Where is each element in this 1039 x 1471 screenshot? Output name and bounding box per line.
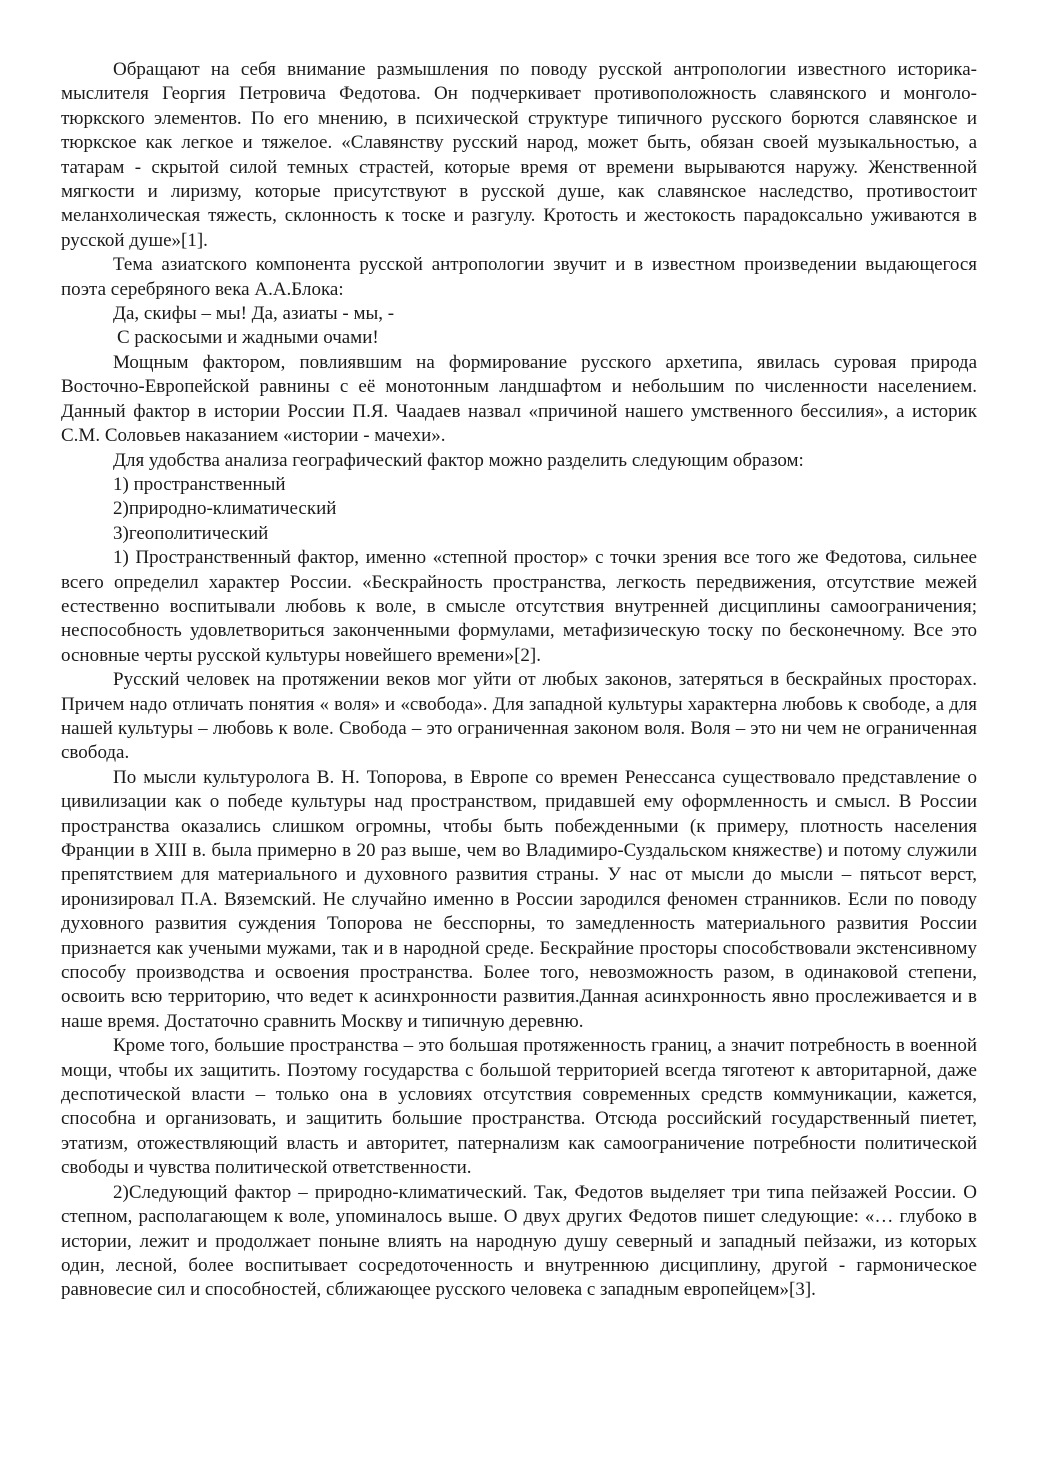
list-item-spatial: 1) пространственный	[113, 473, 286, 495]
paragraph-toporov: По мысли культуролога В. Н. Топорова, в Европе со времен Ренессанса существовало представление о цивилизации как о победе культуры над пространством, придавшей ему оформленность и смысл. В России пространства оказались слишком огромны, чтобы быть побежденными (к примеру, плотность населения Франции в XIII в. была примерно в 20 раз выше, чем во Владимиро-Суздальском княжестве) и потому служили препятствием для материального и духовного развития страны. У нас от мысли до мысли – пятьсот верст, иронизировал П.А. Вяземский. Не случайно именно в России зародился феномен странников. Если по поводу духовного развития суждения Топорова не бесспорны, то замедленность материального развития России признается как учеными мужами, так и в народной среде. Бескрайние просторы способствовали экстенсивному способу производства и освоения пространства. Более того, невозможность разом, в одинаковой степени, освоить всю территорию, что ведет к асинхронности развития.Данная асинхронность явно прослеживается и в наше время. Достаточно сравнить Москву и типичную деревню.	[61, 766, 977, 1032]
paragraph-borders-power: Кроме того, большие пространства – это большая протяженность границ, а значит потребность в военной мощи, чтобы их защитить. Поэтому государства с большой территорией всегда тяготеют к авторитарной, даже деспотической власти – только она в условиях отсутствия современных средств коммуникации, кажется, способна и организовать, и защитить большие пространства. Отсюда российский государственный пиетет, этатизм, отожествляющий власть и авторитет, патернализм как самоограничение потребности политической свободы и чувства политической ответственности.	[61, 1035, 977, 1179]
paragraph-spatial-factor: 1) Пространственный фактор, именно «степной простор» с точки зрения все того же Федотова, сильнее всего определил характер России. «Бескрайность пространства, легкость передвижения, отсутствие межей естественно воспитывали любовь к воле, в смысле отсутствия внутренней дисциплины самоограничения; неспособность удовлетвориться законченными формулами, метафизическую тоску по бесконечному. Все это основные черты русской культуры новейшего времени»[2].	[61, 547, 977, 666]
paragraph-climatic-factor: 2)Следующий фактор – природно-климатический. Так, Федотов выделяет три типа пейзажей России. О степном, располагающем к воле, упоминалось выше. О двух других Федотов пишет следующие: «… глубоко в истории, лежит и продолжает поныне влиять на народную душу северный и западный пейзажи, из которых один, лесной, более воспитывает сосредоточенность и внутреннюю дисциплину, другой - гармоническое равновесие сил и способностей, сближающее русского человека с западным европейцем»[3].	[61, 1181, 977, 1301]
paragraph-asian-component: Тема азиатского компонента русской антропологии звучит и в известном произведении выдающегося поэта серебряного века А.А.Блока:	[61, 254, 977, 300]
poem-line-2: С раскосыми и жадными очами!	[117, 327, 379, 349]
poem-line-1: Да, скифы – мы! Да, азиаты - мы, -	[113, 303, 395, 325]
paragraph-nature-factor: Мощным фактором, повлиявшим на формирование русского архетипа, явилась суровая природа Восточно-Европейской равнины с её монотонным ландшафтом и небольшим по численности населением. Данный фактор в истории России П.Я. Чаадаев назвал «причиной нашего умственного бессилия», а историк С.М. Соловьев наказанием «истории - мачехи».	[61, 351, 977, 447]
list-item-climatic: 2)природно-климатический	[113, 498, 337, 520]
paragraph-fedotov-anthropology: Обращают на себя внимание размышления по поводу русской антропологии известного историка-мыслителя Георгия Петровича Федотова. Он подчеркивает противоположность славянского и монголо-тюркского элементов. По его мнению, в психической структуре типичного русского борются славянское и тюркское как легкое и тяжелое. «Славянству русский народ, может быть, обязан своей музыкальностью, а татарам - скрытой силой темных страстей, которые время от времени вырываются наружу. Женственной мягкости и лиризму, которые присутствуют в русской душе, как славянское наследство, противостоит меланхолическая тяжесть, склонность к тоске и разгулу. Кротость и жестокость парадоксально уживаются в русской душе»[1].	[61, 59, 977, 251]
list-item-geopolitical: 3)геополитический	[113, 522, 269, 544]
document-page	[61, 58, 977, 1303]
paragraph-will-freedom: Русский человек на протяжении веков мог уйти от любых законов, затеряться в бескрайных просторах. Причем надо отличать понятия « воля» и «свобода». Для западной культуры характерна любовь к свободе, а для нашей культуры – любовь к воле. Свобода – это ограниченная законом воля. Воля – это ни чем не ограниченная свобода.	[61, 669, 977, 764]
paragraph-geo-factor-intro: Для удобства анализа географический фактор можно разделить следующим образом:	[113, 449, 804, 471]
